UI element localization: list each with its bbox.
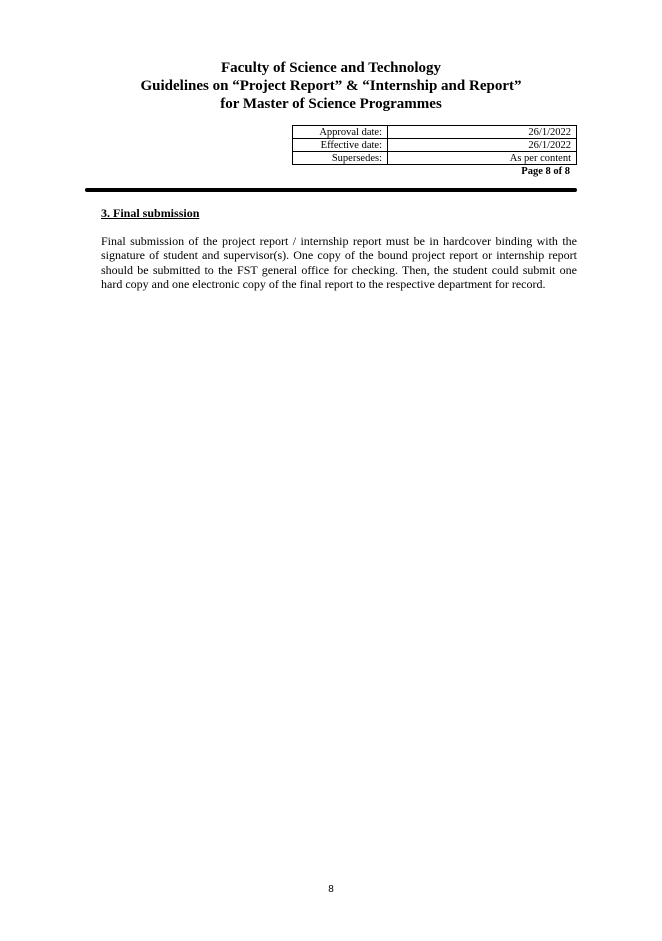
document-meta-table	[292, 125, 577, 165]
title-line-faculty: Faculty of Science and Technology	[220, 60, 441, 76]
section-heading: 3. Final submission	[101, 206, 200, 220]
section-paragraph: Final submission of the project report / internship report must be in hardcover binding with the signature of student and supervisor(s). One copy of the bound project report or internship report should be submitted to the FST general office for checking. Then, the student could submit one hard copy and one electronic copy of the final report to the respective department for record.	[101, 234, 577, 291]
title-line-programmes: for Master of Science Programmes	[220, 96, 442, 112]
meta-row-effective	[293, 139, 577, 152]
meta-row-approval	[293, 126, 577, 139]
meta-row-supersedes	[293, 152, 577, 165]
header-divider	[85, 188, 577, 192]
meta-label: Supersedes:	[293, 152, 388, 165]
meta-value: 26/1/2022	[388, 139, 577, 152]
document-title	[0, 59, 662, 113]
meta-label: Approval date:	[293, 126, 388, 139]
page-of-indicator: Page 8 of 8	[521, 166, 570, 177]
meta-value: As per content	[388, 152, 577, 165]
footer-page-number: 8	[328, 884, 334, 895]
meta-value: 26/1/2022	[388, 126, 577, 139]
title-line-guidelines: Guidelines on “Project Report” & “Internship and Report”	[140, 78, 522, 94]
meta-label: Effective date:	[293, 139, 388, 152]
